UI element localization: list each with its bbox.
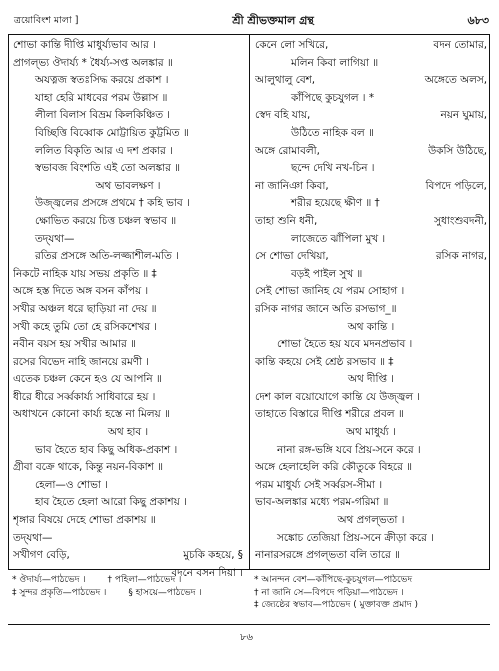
verse-line: সঙ্কোচ তেজিয়া প্রিয়-সনে ক্রীড়া করে । xyxy=(277,531,434,544)
verse-line: নানা রঙ্গ-ভঙ্গি যবে প্রিয়-সনে করে । xyxy=(277,443,421,456)
verse-line: হাব হৈতে হেলা আরো কিছু প্রকাশয় । xyxy=(35,496,187,509)
verse-line: নানারসরঙ্গে প্রগল্ভতা বলি তারে ॥ xyxy=(255,549,400,562)
verse-line-left: না জানিঞা কিবা, xyxy=(255,179,329,192)
footnote-row xyxy=(12,574,244,587)
verse-line: রতির প্রসঙ্গে অতি-লজ্জাশীল-মতি । xyxy=(35,250,179,263)
footnotes-right xyxy=(254,574,488,612)
verse-line: দেশ কাল বয়োযোগে কান্তি যে উজ্জ্বল । xyxy=(255,390,421,403)
verse-line: এতেক চঞ্চল কেনে হও যে আপনি ॥ xyxy=(13,373,162,386)
verse-line: ললিত বিকৃতি আর এ দশ প্রকার । xyxy=(35,144,173,157)
verse-line-right: বিপদে পড়িলে, xyxy=(425,179,487,192)
verse-line: তদ্‌যথা— xyxy=(13,531,53,544)
verse-line: ধীরে ধীরে সর্ব্বকার্য্য সাধিবারে হয় । xyxy=(13,390,156,403)
footnote-row xyxy=(12,587,244,600)
verse-line: নিকটে নাহিক যায় সভয় প্রকৃতি ॥ ‡ xyxy=(13,267,157,280)
verse-line-right: নয়ন ঘুমায়, xyxy=(440,109,487,122)
verse-line: রসিক নাগর জানে অতি রসভাগ_॥ xyxy=(255,302,397,315)
verse-line: তদ্‌যথা— xyxy=(35,232,75,245)
verse-line: শরীর হয়েছে ক্ষীণ ॥ † xyxy=(291,197,380,210)
verse-line: অথ ভাবলক্ষণ । xyxy=(95,179,161,192)
footnote: † পহিলা—পাঠভেদ । xyxy=(107,575,182,585)
page-header xyxy=(14,10,489,32)
verse-line-right: মুচকি কহয়ে, § xyxy=(183,549,243,562)
verse-line: মলিন কিবা লাগিয়া ॥ xyxy=(291,56,379,69)
verse-line: স্বভাবজ বিংশতি এই তো অলঙ্কার ॥ xyxy=(35,162,180,175)
footnote: § হাসয়ে—পাঠভেদ । xyxy=(128,587,202,598)
verse-line: কাঁপিছে কুচযুগল । * xyxy=(291,91,375,104)
verse-line-right: রসিক নাগর, xyxy=(435,250,487,263)
signature-mark: ৮৬ xyxy=(240,632,253,643)
verse-line-right: বদন তোমার, xyxy=(433,39,487,51)
verse-line: অথ দীপ্তি । xyxy=(348,373,394,386)
verse-line: অঙ্গে হেলাহেলি করি কৌতুকে বিহরে ॥ xyxy=(255,461,412,474)
verse-line xyxy=(255,143,487,161)
verse-line: সেই শোভা জানিহ যে পরম সোহাগ । xyxy=(255,285,405,298)
verse-line: অথ প্রগল্ভতা । xyxy=(337,514,405,527)
verse-line xyxy=(255,107,487,125)
verse-line: ছন্দে দেখি নখ-চিন । xyxy=(291,162,375,175)
verse-line-left: সখীগণ বেড়ি, xyxy=(13,549,70,562)
verse-line xyxy=(255,248,487,266)
verse-line: অধাখনে কোনো কার্য্য হস্তে না মিলয় ॥ xyxy=(13,408,170,421)
verse-line: বদনে বসন দিয়া । xyxy=(171,566,243,579)
footnote: * আনন্দন বেশ—কাঁপিছে-কুচযুগল—পাঠভেদ xyxy=(254,575,413,585)
verse-line xyxy=(255,72,487,90)
verse-line: অথ মাধুর্য্য । xyxy=(346,426,396,439)
verse-line-left: তাহা শুনি ধনী, xyxy=(255,214,318,227)
verse-line: তাহাতে বিস্তারে দীপ্তি শরীরে প্রবল ॥ xyxy=(255,408,404,421)
verse-line: নবীন বয়স হয় সখীর আমার ॥ xyxy=(13,338,136,351)
verse-line: পরম মাধুর্য্য সেই সর্ব্বরস-সীমা । xyxy=(255,478,383,491)
footnotes xyxy=(8,572,490,625)
verse-line: লীলা বিলাস বিভ্রম কিলকিঞ্চিত । xyxy=(35,109,171,122)
verse-line: ভাব-অলঙ্কার মধ্যে পরম-গরিমা ॥ xyxy=(255,496,389,509)
right-column xyxy=(255,37,487,565)
verse-line-left: আলুথালু বেশ, xyxy=(255,74,316,87)
verse-line: সখী কহে তুমি তো হে রসিকশেখর । xyxy=(13,320,158,333)
verse-line: অথ কান্তি । xyxy=(347,320,395,333)
verse-line xyxy=(255,37,487,55)
verse-line: যাহা হেরি মাধবের পরম উল্লাস ॥ xyxy=(35,91,168,104)
footnote: * ঔদার্য্য—পাঠভেদ । xyxy=(12,575,86,585)
verse-line-right: উকসি উঠিছে, xyxy=(428,144,487,157)
verse-line-right: সুধাংশুবদনী, xyxy=(434,214,487,227)
page-number: ৬৮৩ xyxy=(467,13,489,27)
verse-line: গ্রীবা বক্রে থাকে, কিন্তু নয়ন-বিকাশ ॥ xyxy=(13,461,163,474)
verse-line: সখীর অঞ্চল ধরে ছাড়িয়া না দেয় ॥ xyxy=(13,302,157,315)
verse-line-left: স্বেদ বহি যায়, xyxy=(255,109,311,122)
verse-line-left: সে শোভা দেখিয়া, xyxy=(255,250,329,263)
verse-line xyxy=(255,178,487,196)
verse-line: বড়ই পাইল সুখ ॥ xyxy=(291,267,363,280)
verse-line: ক্ষোভিত করয়ে চিত্ত চঞ্চল স্বভাব ॥ xyxy=(35,214,177,227)
verse-line: প্রাগল্ভ্য ঔদার্য্য * ধৈর্য্য-সপ্ত অলঙ্কার ॥ xyxy=(13,56,173,69)
verse-line: লাজেতে ঝাঁপিলা মুখ । xyxy=(291,232,386,245)
verse-line: শৃঙ্গার বিষয়ে দেহে শোভা প্রকাশয় ॥ xyxy=(13,514,156,527)
verse-line-left: কেনে লো সখিরে, xyxy=(255,39,329,51)
left-column xyxy=(13,37,243,582)
verse-line-left: অঙ্গে রোমাবলী, xyxy=(255,144,320,157)
book-title: শ্রী শ্রীভক্তমাল গ্রন্থ xyxy=(232,13,314,27)
footnote: ‡ সুন্দর প্রকৃতি—পাঠভেদ । xyxy=(12,587,107,598)
verse-line: অযত্নজ স্বতঃসিদ্ধ করয়ে প্রকাশ । xyxy=(35,74,169,87)
verse-line: ভাব হৈতে হাব কিছু অধিক-প্রকাশ । xyxy=(35,443,178,456)
verse-line: শোভা হৈতে হয় যবে মদনপ্রভাব । xyxy=(277,338,413,351)
verse-line: উজ্জ্বলের প্রসঙ্গে প্রথমে † কহি ভাব । xyxy=(35,197,190,210)
text-frame xyxy=(8,34,490,579)
verse-line: উঠিতে নাহিক বল ॥ xyxy=(291,126,374,139)
verse-line: বিচ্ছিত্তি বিব্বোক মোট্টায়িত কুট্টমিত ॥ xyxy=(35,126,189,139)
verse-line: অথ হাব । xyxy=(107,426,149,439)
footnote: † না জানি সে—বিপদে পড়িয়া—পাঠভেদ । xyxy=(254,587,404,598)
verse-line: কান্তি কহয়ে সেই শ্রেষ্ঠ রসভাব ॥ ‡ xyxy=(255,355,394,368)
verse-line: শোভা কান্তি দীপ্তি মাধুর্য্যভাব আর । xyxy=(13,39,156,51)
footnotes-left xyxy=(12,574,244,599)
column-divider xyxy=(249,35,250,569)
verse-line xyxy=(255,213,487,231)
verse-line xyxy=(13,547,243,565)
verse-line: অঙ্গে হস্ত দিতে অঙ্গ বসন কাঁপয় । xyxy=(13,285,149,298)
chapter-label: ত্রয়োবিংশ মালা ] xyxy=(14,14,79,26)
verse-line-right: অঙ্গেতে অলস, xyxy=(424,74,487,87)
footnote: ‡ জ্যেষ্ঠের স্বভাব—পাঠভেদ ( মুক্তাবক্ত প্রমাদ ) xyxy=(254,600,418,610)
verse-line: হেলা—ও শোভা । xyxy=(35,478,108,491)
verse-line: রসের বিভেদ নাহি জানয়ে রমণী । xyxy=(13,355,150,368)
